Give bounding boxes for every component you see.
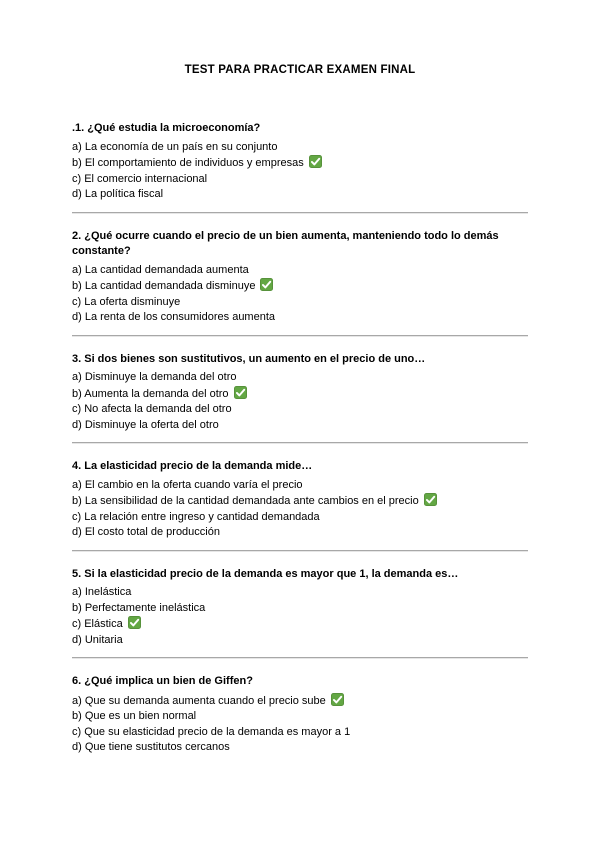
- question-block: [72, 121, 528, 214]
- answer-option-text: c) Que su elasticidad precio de la demanda es mayor a 1: [72, 725, 351, 738]
- answer-option: [72, 693, 528, 710]
- answer-option-text: c) Elástica: [72, 618, 123, 630]
- answer-option: [72, 585, 528, 601]
- answer-option: [72, 418, 528, 434]
- question-heading: 6. ¿Qué implica un bien de Giffen?: [72, 675, 253, 687]
- answer-option: [72, 478, 528, 494]
- question-block: [72, 674, 528, 756]
- question-divider: [72, 442, 528, 444]
- check-icon: [234, 386, 247, 399]
- answer-option: [72, 740, 528, 756]
- answer-option-text: b) Que es un bien normal: [72, 710, 197, 722]
- answer-option: [72, 633, 528, 649]
- answer-option-text: c) El comercio internacional: [72, 172, 208, 185]
- question-heading: 4. La elasticidad precio de la demanda mide…: [72, 460, 313, 472]
- answer-option: [72, 510, 528, 526]
- answer-option-text: a) El cambio en la oferta cuando varía el precio: [72, 478, 303, 491]
- answer-option-text: b) Aumenta la demanda del otro: [72, 387, 229, 400]
- answer-option-text: b) El comportamiento de individuos y empresas: [72, 157, 304, 169]
- question-options: [72, 585, 528, 648]
- answer-option-text: a) La economía de un país en su conjunto: [72, 140, 278, 153]
- question-divider: [72, 335, 528, 337]
- answer-option-text: d) La renta de los consumidores aumenta: [72, 311, 276, 323]
- answer-option-text: d) La política fiscal: [72, 188, 164, 200]
- question-heading: 2. ¿Qué ocurre cuando el precio de un bien aumenta, manteniendo todo lo demás constante?: [72, 229, 499, 257]
- answer-option: [72, 370, 528, 386]
- answer-option: [72, 263, 528, 279]
- question-divider: [72, 657, 528, 659]
- question-divider: [72, 212, 528, 214]
- answer-option: [72, 155, 528, 172]
- answer-option: [72, 525, 528, 541]
- answer-option-text: b) Perfectamente inelástica: [72, 601, 206, 614]
- answer-option-text: a) Inelástica: [72, 586, 132, 598]
- question-options: [72, 370, 528, 433]
- check-icon: [260, 278, 273, 291]
- check-icon: [331, 693, 344, 706]
- check-icon: [309, 155, 322, 168]
- question-options: [72, 140, 528, 203]
- question-block: [72, 229, 528, 337]
- answer-option: [72, 310, 528, 326]
- answer-option: [72, 725, 528, 741]
- answer-option-text: a) Disminuye la demanda del otro: [72, 371, 237, 383]
- question-block: [72, 567, 528, 660]
- answer-option-text: a) La cantidad demandada aumenta: [72, 263, 249, 276]
- answer-option-text: b) La cantidad demandada disminuye: [72, 280, 256, 292]
- answer-option: [72, 616, 528, 633]
- answer-option: [72, 140, 528, 156]
- question-heading: 3. Si dos bienes son sustitutivos, un aumento en el precio de uno…: [72, 352, 426, 365]
- answer-option-text: c) La relación entre ingreso y cantidad demandada: [72, 510, 320, 523]
- question-heading: .1. ¿Qué estudia la microeconomía?: [72, 122, 261, 134]
- page-title: TEST PARA PRACTICAR EXAMEN FINAL: [184, 64, 416, 76]
- answer-option: [72, 601, 528, 617]
- answer-option: [72, 386, 528, 403]
- answer-option-text: a) Que su demanda aumenta cuando el precio sube: [72, 694, 326, 707]
- answer-option-text: d) El costo total de producción: [72, 526, 220, 538]
- question-options: [72, 478, 528, 541]
- answer-option-text: d) Que tiene sustitutos cercanos: [72, 741, 230, 753]
- answer-option: [72, 278, 528, 295]
- answer-option: [72, 172, 528, 188]
- question-block: [72, 459, 528, 552]
- question-block: [72, 352, 528, 445]
- answer-option: [72, 709, 528, 725]
- answer-option: [72, 187, 528, 203]
- answer-option-text: c) No afecta la demanda del otro: [72, 403, 232, 415]
- check-icon: [128, 616, 141, 629]
- question-heading: 5. Si la elasticidad precio de la demanda es mayor que 1, la demanda es…: [72, 567, 459, 580]
- answer-option-text: d) Unitaria: [72, 633, 123, 646]
- question-options: [72, 263, 528, 326]
- answer-option-text: c) La oferta disminuye: [72, 295, 181, 308]
- check-icon: [424, 493, 437, 506]
- question-options: [72, 693, 528, 756]
- answer-option: [72, 295, 528, 311]
- answer-option-text: b) La sensibilidad de la cantidad demandada ante cambios en el precio: [72, 495, 419, 507]
- answer-option-text: d) Disminuye la oferta del otro: [72, 418, 219, 431]
- questions-list: [72, 121, 528, 756]
- answer-option: [72, 402, 528, 418]
- answer-option: [72, 493, 528, 510]
- question-divider: [72, 550, 528, 552]
